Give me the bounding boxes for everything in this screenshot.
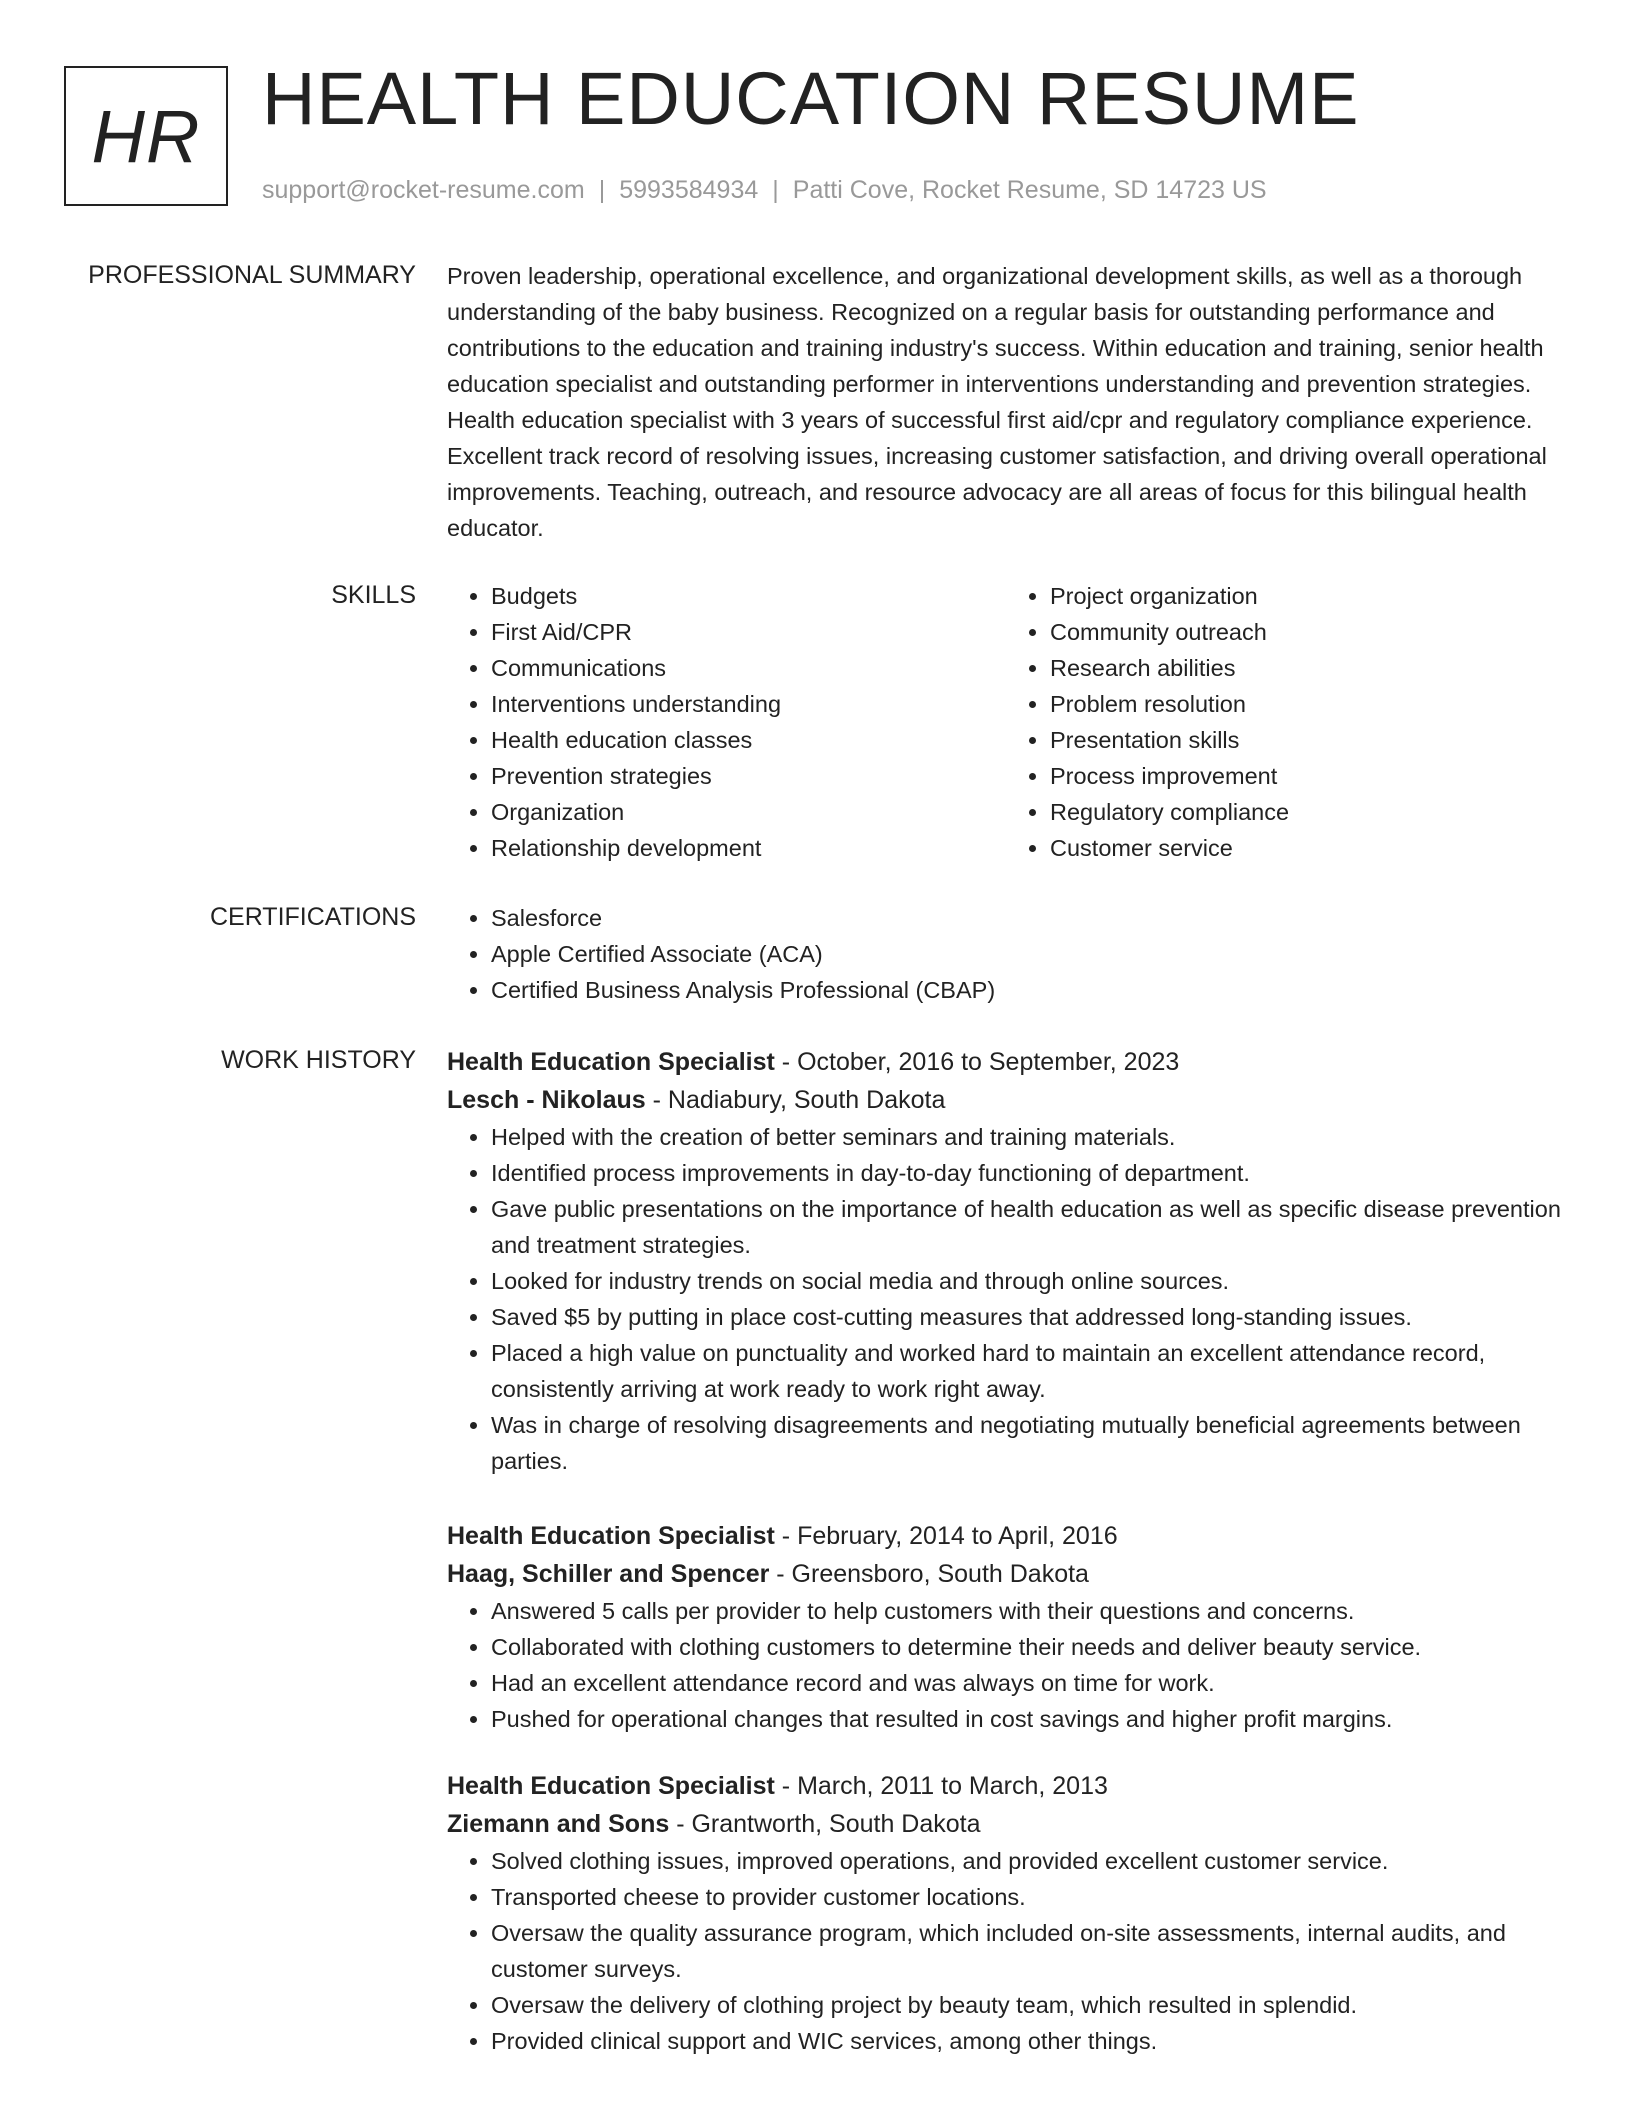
job-bullet: • Answered 5 calls per provider to help customers with their questions and concerns. — [491, 1593, 1565, 1629]
skills-body — [447, 578, 1565, 866]
contact-email: support@rocket-resume.com — [262, 176, 585, 204]
skill-item: • Communications — [491, 650, 1006, 686]
job-location: - Greensboro, South Dakota — [769, 1560, 1089, 1588]
skill-item: • Customer service — [1050, 830, 1565, 866]
section-label-work-history: WORK HISTORY — [221, 1046, 416, 1074]
skills-list-right — [1006, 578, 1565, 866]
job-title-line — [447, 1517, 1565, 1555]
job-bullets — [447, 1593, 1565, 1737]
contact-separator: | — [772, 176, 779, 204]
summary-body — [447, 258, 1565, 546]
job-bullet: • Oversaw the quality assurance program, which included on-site assessments, internal audits, and customer surveys. — [491, 1915, 1565, 1987]
job-title-line — [447, 1043, 1565, 1081]
skill-item: • Relationship development — [491, 830, 1006, 866]
contact-line — [262, 176, 1267, 205]
job-bullet: • Saved $5 by putting in place cost-cutting measures that addressed long-standing issues. — [491, 1299, 1565, 1335]
job-bullet: • Collaborated with clothing customers to determine their needs and deliver beauty service. — [491, 1629, 1565, 1665]
job-company-line — [447, 1555, 1565, 1593]
job-bullet: • Looked for industry trends on social media and through online sources. — [491, 1263, 1565, 1299]
skills-list-left — [447, 578, 1006, 866]
job-bullet: • Helped with the creation of better seminars and training materials. — [491, 1119, 1565, 1155]
job-bullet: • Was in charge of resolving disagreements and negotiating mutually beneficial agreements between parties. — [491, 1407, 1565, 1479]
job-bullet: • Placed a high value on punctuality and worked hard to maintain an excellent attendance record, consistently arriving at work ready to work right away. — [491, 1335, 1565, 1407]
skill-item: • Project organization — [1050, 578, 1565, 614]
work-history-body — [447, 1043, 1565, 2059]
job-company: Lesch - Nikolaus — [447, 1086, 646, 1114]
job-location: - Grantworth, South Dakota — [669, 1810, 981, 1838]
resume-title: HEALTH EDUCATION RESUME — [262, 57, 1360, 140]
skill-item: • Budgets — [491, 578, 1006, 614]
skill-item: • Problem resolution — [1050, 686, 1565, 722]
skill-item: • Research abilities — [1050, 650, 1565, 686]
section-label-skills: SKILLS — [331, 581, 416, 609]
section-label-certifications: CERTIFICATIONS — [209, 903, 416, 931]
job-bullets — [447, 1119, 1565, 1479]
job-dates: - March, 2011 to March, 2013 — [774, 1772, 1108, 1800]
job-company: Ziemann and Sons — [447, 1810, 670, 1838]
job-bullet: • Transported cheese to provider customer locations. — [491, 1879, 1565, 1915]
job-entry — [447, 1043, 1565, 1479]
skill-item: • Regulatory compliance — [1050, 794, 1565, 830]
job-bullet: • Pushed for operational changes that resulted in cost savings and higher profit margins. — [491, 1701, 1565, 1737]
certifications-list — [447, 900, 1565, 1008]
skill-item: • First Aid/CPR — [491, 614, 1006, 650]
job-company-line — [447, 1081, 1565, 1119]
job-bullet: • Solved clothing issues, improved operations, and provided excellent customer service. — [491, 1843, 1565, 1879]
job-bullet: • Provided clinical support and WIC services, among other things. — [491, 2023, 1565, 2059]
skill-item: • Health education classes — [491, 722, 1006, 758]
certification-item: • Apple Certified Associate (ACA) — [491, 936, 1565, 972]
job-bullet: • Oversaw the delivery of clothing project by beauty team, which resulted in splendid. — [491, 1987, 1565, 2023]
skill-item: • Interventions understanding — [491, 686, 1006, 722]
job-company-line — [447, 1805, 1565, 1843]
skill-item: • Presentation skills — [1050, 722, 1565, 758]
job-title: Health Education Specialist — [447, 1048, 775, 1076]
job-bullets — [447, 1843, 1565, 2059]
job-title: Health Education Specialist — [447, 1772, 775, 1800]
section-label-summary: PROFESSIONAL SUMMARY — [88, 261, 416, 289]
summary-text: Proven leadership, operational excellence, and organizational development skills, as well as a thorough understanding of the baby business. Recognized on a regular basis for outstanding performance and contributions to the education and training industry's success. Within education and training, senior health education specialist and outstanding performer in interventions understanding and prevention strategies. Health education specialist with 3 years of successful first aid/cpr and regulatory compliance experience. Excellent track record of resolving issues, increasing customer satisfaction, and driving overall operational improvements. Teaching, outreach, and resource advocacy are all areas of focus for this bilingual health educator. — [447, 263, 1547, 541]
skills-columns — [447, 578, 1565, 866]
contact-separator: | — [598, 176, 606, 204]
job-title-line — [447, 1767, 1565, 1805]
job-location: - Nadiabury, South Dakota — [645, 1086, 946, 1114]
job-dates: - February, 2014 to April, 2016 — [774, 1522, 1118, 1550]
job-entry — [447, 1767, 1565, 2059]
skill-item: • Process improvement — [1050, 758, 1565, 794]
skill-item: • Prevention strategies — [491, 758, 1006, 794]
job-bullet: • Identified process improvements in day-to-day functioning of department. — [491, 1155, 1565, 1191]
job-bullet: • Had an excellent attendance record and was always on time for work. — [491, 1665, 1565, 1701]
job-title: Health Education Specialist — [447, 1522, 775, 1550]
job-company: Haag, Schiller and Spencer — [447, 1560, 770, 1588]
contact-phone: 5993584934 — [619, 176, 759, 204]
job-bullet: • Gave public presentations on the importance of health education as well as specific disease prevention and treatment strategies. — [491, 1191, 1565, 1263]
certifications-body — [447, 900, 1565, 1008]
skill-item: • Community outreach — [1050, 614, 1565, 650]
job-dates: - October, 2016 to September, 2023 — [774, 1048, 1180, 1076]
contact-address: Patti Cove, Rocket Resume, SD 14723 US — [792, 176, 1267, 204]
skill-item: • Organization — [491, 794, 1006, 830]
monogram-logo: HR — [64, 66, 228, 206]
certification-item: • Certified Business Analysis Professional (CBAP) — [491, 972, 1565, 1008]
job-entry — [447, 1517, 1565, 1737]
certification-item: • Salesforce — [491, 900, 1565, 936]
